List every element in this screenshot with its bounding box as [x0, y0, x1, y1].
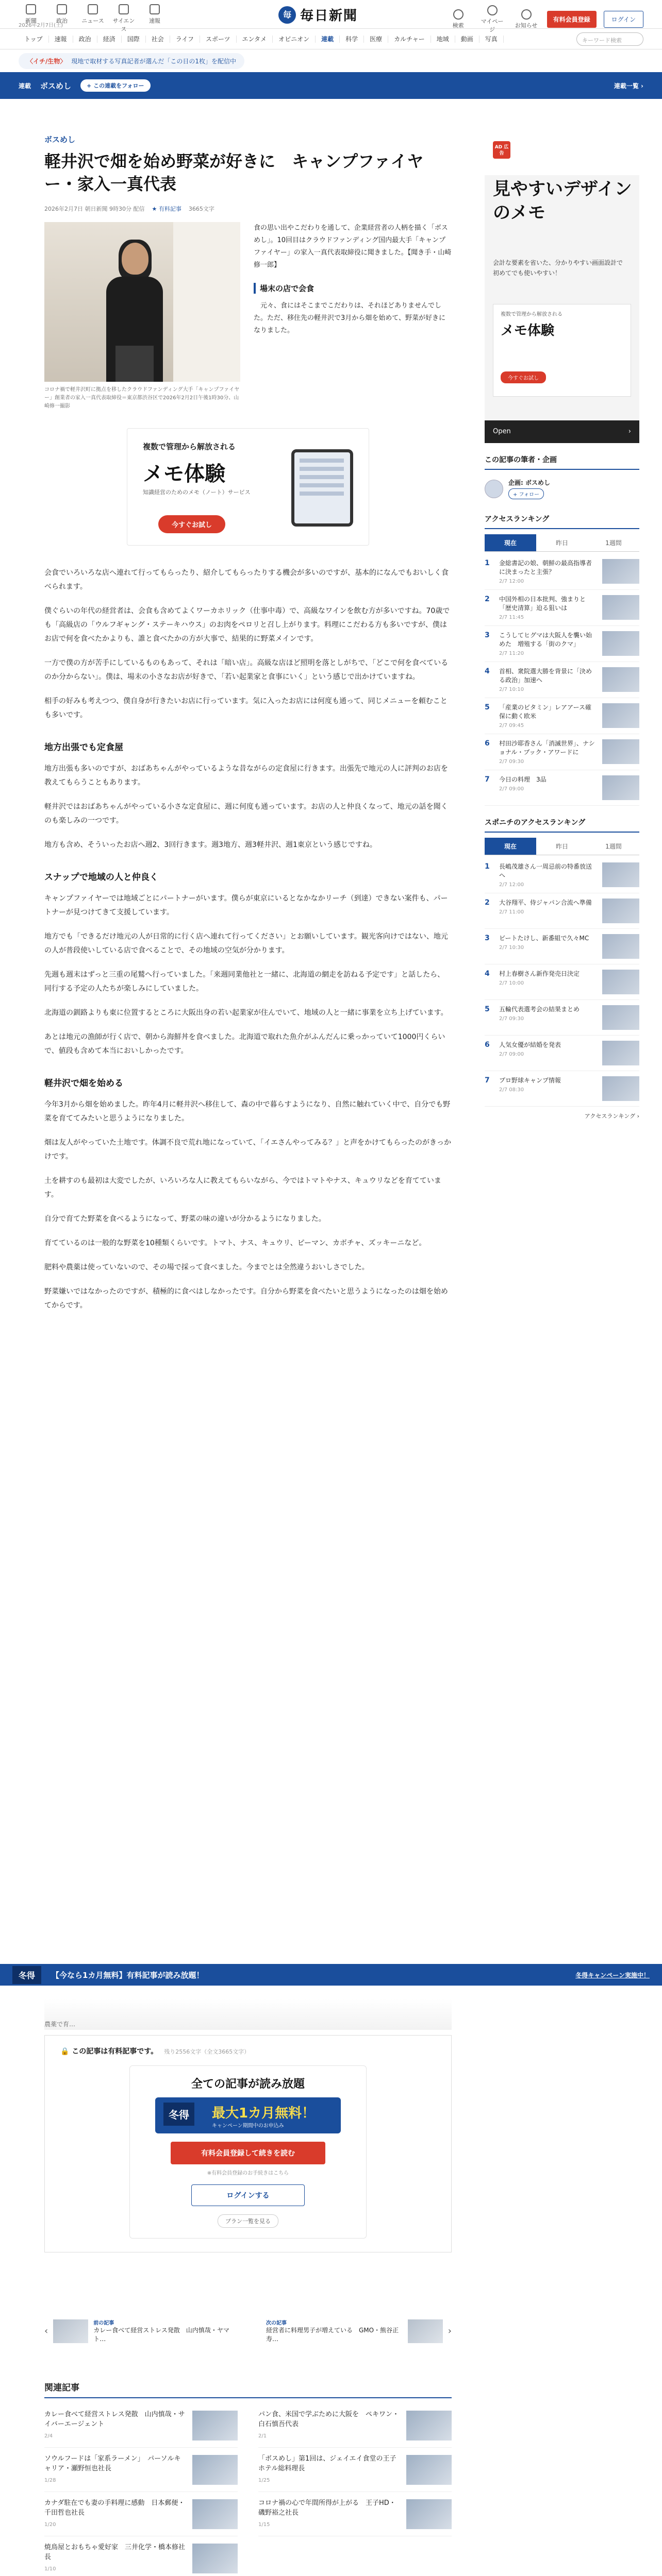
body-paragraph: 野菜嫌いではなかったのですが、積極的に食べはしなかったです。自分から野菜を食べたいと思うようになったのは畑を始めてからです。 — [44, 1287, 448, 1310]
photo-pants — [115, 346, 154, 382]
related-grid — [44, 2403, 452, 2576]
photo-column — [44, 222, 240, 411]
article-meta — [44, 205, 452, 213]
lock-icon: 🔒 — [60, 2047, 72, 2056]
photo-caption: コロナ禍で軽井沢町に拠点を移したクラウドファンディング大手「キャンプファイヤー」創業者の家入一真代表取締役＝東京都渋谷区で2026年2月2日午後1時30分、山崎修一撮影 — [44, 387, 240, 409]
news-icon — [88, 4, 98, 14]
prev-article[interactable] — [44, 2318, 230, 2344]
prev-title: カレー食べて経営ストレス発散 山内慎哉・ヤマト… — [93, 2327, 229, 2343]
related-item[interactable] — [44, 2448, 238, 2492]
search-icon — [453, 9, 464, 20]
paywall-login-button[interactable]: ログインする — [191, 2184, 305, 2206]
tab-now[interactable]: 現在 — [485, 838, 536, 855]
related-item[interactable] — [44, 2492, 238, 2536]
ranking-item[interactable] — [485, 1000, 639, 1036]
rank-number: 5 — [485, 1005, 490, 1013]
prev-label: 前の記事 — [93, 2320, 114, 2326]
rank-thumbnail — [602, 739, 639, 764]
offer-note: キャンペーン期間中のお申込み — [212, 2123, 284, 2129]
rank-number: 3 — [485, 631, 490, 639]
rank-time: 2/7 11:00 — [499, 909, 524, 915]
lead-text — [254, 222, 452, 411]
nav-item[interactable]: 科学 — [340, 36, 364, 43]
science-icon — [119, 4, 129, 14]
ranking-item[interactable] — [485, 770, 639, 806]
section-heading: 場末の店で会食 — [254, 283, 452, 294]
rank-thumbnail — [602, 970, 639, 994]
ad-image — [493, 304, 631, 397]
nav-item[interactable]: エンタメ — [237, 36, 273, 43]
char-count: 3665文字 — [188, 206, 214, 212]
section-heading-farm: 軽井沢で畑を始める — [44, 1078, 123, 1089]
tab-now[interactable]: 現在 — [485, 534, 536, 551]
paid-badge: ★ 有料記事 — [152, 206, 181, 212]
rank-number: 1 — [485, 559, 490, 567]
rank-thumbnail — [602, 559, 639, 584]
access-ranking — [485, 514, 639, 806]
nav-item-active[interactable]: 連載 — [316, 36, 340, 43]
header-date: 2026年2月7日(土) — [19, 23, 63, 28]
rank-time: 2/7 09:00 — [499, 1052, 524, 1057]
ranking-item[interactable] — [485, 554, 639, 590]
util-item-0[interactable]: 新聞 — [19, 4, 43, 33]
related-thumbnail — [406, 2499, 452, 2529]
article — [44, 134, 452, 1323]
series-list-link[interactable]: 連載一覧 › — [614, 82, 643, 90]
rank-thumbnail — [602, 595, 639, 620]
related-thumbnail — [406, 2411, 452, 2441]
related-thumbnail — [192, 2411, 238, 2441]
rank-title: 中国外相の日本批判、強まりと「歴史清算」迫る狙いは — [499, 596, 586, 612]
rank-number: 2 — [485, 595, 490, 603]
nav-item[interactable]: 経済 — [97, 36, 122, 43]
article-kicker[interactable]: ボスめし — [44, 135, 76, 144]
related-item-title: コロナ禍の心で年間所得が上がる 王子HD・磯野裕之社長 — [258, 2499, 396, 2517]
related-thumbnail — [192, 2544, 238, 2573]
nav-item[interactable]: 社会 — [146, 36, 170, 43]
nav-item[interactable]: 写真 — [479, 36, 504, 43]
rank-time: 2/7 10:00 — [499, 980, 524, 986]
paywall-fine-print: ※有料会員登録のお手続きはこちら — [207, 2171, 289, 2176]
next-article[interactable] — [266, 2318, 452, 2344]
rank-thumbnail — [602, 1076, 639, 1101]
ad-description: 知識経営のためのメモ（ノート）サービス — [143, 489, 251, 496]
paywall-offer — [155, 2097, 341, 2133]
related-thumbnail — [406, 2455, 452, 2485]
rank-time: 2/7 11:45 — [499, 615, 524, 620]
bell-icon — [521, 9, 532, 20]
ranking-item[interactable] — [485, 1071, 639, 1107]
paywall-box — [44, 2035, 452, 2252]
pickup-text: 現地で取材する写真記者が選んだ「この日の1枚」を配信中 — [71, 57, 237, 65]
politics-icon — [57, 4, 67, 14]
nav-item[interactable]: ライフ — [170, 36, 200, 43]
body-paragraph: 今年3月から畑を始めました。昨年4月に軽井沢へ移住して、森の中で暮らすようになり、自然に触れていく中で、自分でも野菜を育ててみたいと思うようになりました。 — [44, 1100, 451, 1123]
login-button[interactable]: ログイン — [604, 11, 643, 28]
body-paragraph: 相手の好みも考えつつ、僕自身が行きたいお店に行っています。気に入ったお店には何度も通って、同じメニューを頼むことも多いです。 — [44, 697, 448, 719]
rank-title: 五輪代表選考会の結果まとめ — [499, 1006, 580, 1013]
rank-thumbnail — [602, 862, 639, 887]
prev-next-nav — [44, 2318, 452, 2344]
lead-paragraph-2: 元々、食にはそこまでこだわりは、それほどありませんでした。ただ、移住先の軽井沢で3月から畑を始めて、野菜が好きになりました。 — [254, 302, 446, 334]
offer-deal: 最大1カ月無料！ — [212, 2106, 316, 2121]
rank-title: 村田沙耶香さん「消滅世界」、ナショナル・ブック・アワードに — [499, 740, 595, 756]
paywall-offer-card — [129, 2065, 367, 2239]
util-item-2[interactable]: ニュース — [80, 4, 105, 33]
author-follow-button[interactable]: + フォロー — [508, 488, 544, 499]
body-paragraph: 畑は友人がやっていた土地です。体調不良で荒れ地になっていて、「イエさんやってみる？」と声をかけてもらったのがきっかけです。 — [44, 1139, 452, 1161]
next-thumbnail — [408, 2319, 443, 2343]
campaign-banner[interactable] — [0, 1964, 662, 1986]
series-name[interactable]: ボスめし — [40, 81, 72, 91]
rank-number: 7 — [485, 1076, 490, 1084]
ranking-more-link[interactable]: アクセスランキング › — [584, 1113, 639, 1120]
nav-item[interactable]: 政治 — [73, 36, 97, 43]
body-paragraph: 先週も週末はずっと三重の尾鷲へ行っていました。「来週同業他社と一緒に、北海道の網走を訪ねる予定です」と話したら、同行する予定の人たちが楽しみにしていました。 — [44, 971, 445, 993]
rank-thumbnail — [602, 1005, 639, 1030]
newspaper-icon — [26, 4, 36, 14]
access-ranking-title: アクセスランキング — [485, 514, 639, 529]
search-input[interactable]: キーワード検索 — [576, 32, 643, 46]
utility-bar — [0, 0, 662, 33]
rank-time: 2/7 10:30 — [499, 945, 524, 951]
related-item[interactable] — [258, 2492, 452, 2536]
rank-title: 人気女優が結婚を発表 — [499, 1041, 561, 1048]
paywall-fade-text: 農薬で育… — [44, 1999, 452, 2030]
plans-link[interactable]: プラン一覧を見る — [218, 2214, 278, 2228]
section-heading-shop: 地方出張でも定食屋 — [44, 742, 123, 753]
ad-mini-button: 今すぐお試し — [501, 371, 546, 383]
offer-season: 冬得 — [163, 2103, 194, 2126]
rank-time: 2/7 11:20 — [499, 651, 524, 656]
ad-open-label: Open — [493, 428, 511, 435]
ad-mini-sub: 複数で管理から解放される — [501, 312, 562, 317]
rank-time: 2/7 12:00 — [499, 579, 524, 584]
rank-number: 2 — [485, 899, 490, 907]
ranking-item[interactable] — [485, 626, 639, 662]
rank-thumbnail — [602, 703, 639, 728]
related-item[interactable] — [258, 2403, 452, 2448]
rank-time: 2/7 09:00 — [499, 786, 524, 792]
photo-wall — [173, 222, 240, 382]
rank-number: 6 — [485, 739, 490, 748]
related-item-time: 2/1 — [258, 2433, 267, 2439]
ranking-item[interactable] — [485, 734, 639, 770]
access-ranking-tabs — [485, 534, 639, 552]
related-item-title: カナダ駐在でも妻の手料理に感動 日本郵便・千田哲也社長 — [44, 2499, 185, 2517]
ad-logo: AD 広告 — [493, 141, 510, 159]
rank-thumbnail — [602, 667, 639, 692]
body-paragraph: 地方出張も多いのですが、おばあちゃんがやっているような昔ながらの定食屋に行きます。出張先で地元の人に評判のお店を教えてもらうこともあります。 — [44, 765, 448, 787]
avatar — [485, 480, 503, 498]
logo-mark: 毎 — [278, 6, 296, 24]
related-item[interactable] — [44, 2536, 238, 2576]
sidebar-ad[interactable] — [485, 134, 639, 443]
next-label: 次の記事 — [266, 2320, 287, 2326]
rank-title: 大谷翔平、侍ジャパン合流へ準備 — [499, 899, 592, 906]
rank-time: 2/7 08:30 — [499, 1087, 524, 1093]
campaign-season: 冬得 — [12, 1966, 41, 1984]
rank-title: 村上春樹さん新作発売日決定 — [499, 970, 580, 977]
related-item-title: ソウルフードは「家系ラーメン」 パーソルキャリア・瀬野恒也社長 — [44, 2455, 181, 2472]
follow-series-button[interactable]: + この連載をフォロー — [80, 79, 151, 92]
related-thumbnail — [192, 2455, 238, 2485]
pickup-link[interactable] — [19, 53, 244, 69]
sports-ranking-tabs — [485, 838, 639, 855]
ad-cta-button[interactable]: 今すぐお試し — [158, 515, 225, 533]
tab-yesterday[interactable]: 昨日 — [555, 539, 568, 547]
body-paragraph: 僕ぐらいの年代の経営者は、会食も含めてよくワーカホリック（仕事中毒）で、高級なワインを飲む方が多いですね。70歳でも「高級店の「ウルフギャング・ステーキハウス」のお肉をペロリと召し上がります。料理にこだわる方も多いですが、僕はお店で何を食べたかよりも、誰と食べたかの方が大事で、結果的に野菜メインです。 — [44, 607, 450, 643]
lead-section — [44, 222, 452, 411]
related-title: 関連記事 — [44, 2380, 452, 2398]
chevron-right-icon: › — [448, 2326, 452, 2336]
rank-time: 2/7 09:45 — [499, 723, 524, 728]
util-item-1[interactable]: 政治 — [49, 4, 74, 33]
related-item[interactable] — [258, 2448, 452, 2492]
nav-item[interactable]: スポーツ — [200, 36, 237, 43]
utility-links — [19, 4, 167, 33]
author-box — [485, 475, 639, 502]
ranking-item[interactable] — [485, 929, 639, 964]
rank-number: 4 — [485, 970, 490, 978]
series-bar — [0, 72, 662, 99]
util-mypage[interactable]: マイページ — [479, 5, 506, 33]
related-item[interactable] — [44, 2403, 238, 2448]
related-item-title: カレー食べて経営ストレス発散 山内慎哉・サイバーエージェント — [44, 2411, 185, 2428]
logo-text: 毎日新聞 — [300, 8, 358, 24]
tab-week[interactable]: 1週間 — [605, 539, 622, 547]
ad-open-button[interactable] — [485, 420, 639, 443]
rank-title: こうしてヒグマは大阪人を襲い始めた 増殖する「街のクマ」 — [499, 632, 592, 648]
site-logo[interactable] — [278, 5, 358, 24]
rank-number: 7 — [485, 775, 490, 784]
rank-thumbnail — [602, 934, 639, 959]
related-thumbnail — [192, 2499, 238, 2529]
author-section-title: この記事の筆者・企画 — [485, 454, 639, 470]
rank-number: 1 — [485, 862, 490, 871]
ad-headline: 見やすいデザインのメモ — [493, 179, 632, 223]
pickup-tag: 〈イチ/生物〉 — [27, 57, 67, 65]
chevron-right-icon: › — [628, 428, 631, 435]
related-item-time: 1/10 — [44, 2566, 56, 2572]
related-item-time: 2/4 — [44, 2433, 53, 2439]
paywall-remaining: 残り2556文字（全文3665文字） — [164, 2048, 250, 2055]
rank-time: 2/7 10:10 — [499, 687, 524, 692]
tab-week[interactable]: 1週間 — [605, 843, 622, 850]
body-paragraph: キャンプファイヤーでは地域ごとにパートナーがいます。僕らが東京にいるとなかなかリーチ（到達）できない案件も、パートナーが見つけてきて支援しています。 — [44, 894, 448, 917]
sports-ranking — [485, 817, 639, 1125]
nav-item[interactable]: 国際 — [122, 36, 146, 43]
rank-title: 首相、衆院選大勝を背景に「決める政治」加速へ — [499, 668, 592, 684]
body-paragraph: 軽井沢ではおばあちゃんがやっている小さな定食屋に、週に何度も通っています。お店の人と仲良くなって、地元の話を聞くのも楽しみの一つです。 — [44, 803, 448, 825]
subscribe-button[interactable]: 有料会員登録して続きを読む — [171, 2142, 325, 2164]
ad-title: メモ体験 — [143, 462, 225, 486]
ad-mini-title: メモ体験 — [501, 323, 555, 338]
related-item-time: 1/15 — [258, 2522, 270, 2528]
lead-paragraph: 食の思い出やこだわりを通して、企業経営者の人柄を描く「ボスめし」。10回目はクラウドファンディング国内最大手「キャンプファイヤー」の家入一真代表取締役に聞きました。【聞き手・山崎修一郎】 — [254, 224, 452, 269]
related-item-title: 焼鳥屋とおもちゃ愛好家 三井化学・橋本修社長 — [44, 2544, 186, 2561]
related-articles — [44, 2380, 452, 2576]
user-icon — [487, 5, 498, 15]
paywall-title: 全ての記事が読み放題 — [191, 2078, 305, 2091]
rank-number: 3 — [485, 934, 490, 942]
body-paragraph: 土を耕すのも最初は大変でしたが、いろいろな人に教えてもらいながら、今ではトマトやナス、キュウリなどを育てています。 — [44, 1177, 441, 1199]
rank-thumbnail — [602, 1041, 639, 1065]
body-paragraph: あとは地元の漁師が行く店で、朝から海鮮丼を食べました。北海道で取れた魚介がふんだんに乗っかっていて1000円くらいで、値段も含めて本当においしかったです。 — [44, 1033, 445, 1055]
util-item-4[interactable]: 速報 — [142, 4, 167, 33]
ad-subtitle: 複数で管理から解放される — [143, 442, 236, 451]
body-paragraph: 北海道の釧路よりも東に位置するところに大阪出身の若い起業家が住んでいて、地域の人と一緒に事業を立ち上げています。 — [44, 1009, 448, 1017]
nav-item[interactable]: カルチャー — [388, 36, 431, 43]
ranking-item[interactable] — [485, 893, 639, 929]
related-item-title: パン食、米国で学ぶために大阪を ペキワン・白石慎吾代表 — [258, 2411, 400, 2428]
ad-description: 会計な要素を省いた、分かりやすい画面設計で初めてでも使いやすい！ — [493, 259, 623, 277]
campaign-text: 【今なら1カ月無料】有料記事が読み放題！ — [52, 1970, 204, 1980]
paywall-heading: 🔒 この記事は有料記事です。 残り2556文字（全文3665文字） — [60, 2047, 250, 2056]
rank-title: 「産業のビタミン」レアアース確保に動く欧米 — [499, 704, 592, 720]
article-photo[interactable] — [44, 222, 240, 382]
rank-title: 金総書記の娘、朝鮮の最高指導者に決まったと主張？ — [499, 560, 592, 575]
section-heading-partner: スナップで地域の人と仲良く — [44, 872, 158, 883]
rank-thumbnail — [602, 631, 639, 656]
body-paragraph: 会食でいろいろな店へ連れて行ってもらったり、紹介してもらったりする機会が多いのですが、基本的になんでもおいしく食べられます。 — [44, 569, 449, 591]
next-title: 経営者に料理男子が増えている GMO・熊谷正寿… — [266, 2327, 399, 2343]
related-item-time: 1/25 — [258, 2478, 270, 2483]
body-paragraph: 自分で育てた野菜を食べるようになって、野菜の味の違いが分かるようになりました。 — [44, 1215, 326, 1223]
rank-time: 2/7 09:30 — [499, 759, 524, 765]
author-name[interactable]: 企画: ボスめし — [508, 479, 550, 486]
ranking-item[interactable] — [485, 662, 639, 698]
body-paragraph: 地方でも「できるだけ地元の人が日常的に行く店へ連れて行ってください」とお願いしています。観光客向けではない、地元の人が普段使いしている店で食べることで、その地域の空気が分かります。 — [44, 933, 448, 955]
rank-title: 長嶋茂雄さん一周忌前の特番放送へ — [499, 863, 592, 879]
rank-time: 2/7 12:00 — [499, 882, 524, 888]
ranking-item[interactable] — [485, 698, 639, 734]
rank-thumbnail — [602, 775, 639, 800]
tab-yesterday[interactable]: 昨日 — [555, 843, 568, 850]
paywall — [44, 1999, 452, 2252]
util-notice[interactable]: お知らせ — [513, 9, 540, 29]
prev-thumbnail — [53, 2319, 88, 2343]
sports-ranking-title: スポニチのアクセスランキング — [485, 817, 639, 833]
related-item-title: 「ボスめし」第1回は、ジェイエイ食堂の王子ホテル総料理長 — [258, 2455, 396, 2472]
util-search[interactable]: 検索 — [445, 9, 472, 29]
rank-title: 今日の料理 3品 — [499, 776, 547, 783]
article-body — [44, 566, 452, 1313]
nav-item[interactable]: オピニオン — [273, 36, 316, 43]
utility-right — [445, 5, 643, 33]
article-headline: 軽井沢で畑を始め野菜が好きに キャンプファイヤー・家入一真代表 — [44, 151, 424, 194]
ranking-item[interactable] — [485, 1036, 639, 1071]
nav-item[interactable]: 動画 — [455, 36, 479, 43]
body-paragraph: 地方も含め、そういったお店へ週2、3回行きます。週3地方、週3軽井沢、週1東京という感じですね。 — [44, 841, 377, 849]
article-date: 2026年2月7日 朝日新聞 9時30分 配信 — [44, 206, 145, 212]
nav-item[interactable]: 速報 — [49, 36, 73, 43]
rank-number: 5 — [485, 703, 490, 711]
author-section — [485, 454, 639, 502]
rank-thumbnail — [602, 899, 639, 923]
body-paragraph: 一方で僕の方が苦手にしているものもあって、それは「暗い店」。高級な店ほど照明を落としがちで、「どこで何を食べているのか分からない」。僕は、場末の小さなお店が好きで、「若い起業家と食事にいく」という感じで出かけていますね。 — [44, 659, 449, 681]
ad-device-image — [291, 449, 353, 527]
ranking-item[interactable] — [485, 857, 639, 893]
rank-time: 2/7 09:30 — [499, 1016, 524, 1022]
chevron-left-icon: ‹ — [44, 2326, 48, 2336]
related-item-time: 1/20 — [44, 2522, 56, 2528]
rank-title: プロ野球キャンプ情報 — [499, 1077, 561, 1084]
flash-icon — [150, 4, 160, 14]
nav-item[interactable]: トップ — [19, 36, 49, 43]
body-paragraph: 育てているのは一般的な野菜を10種類くらいです。トマト、ナス、キュウリ、ピーマン、カボチャ、ズッキーニなど。 — [44, 1239, 426, 1247]
rank-number: 4 — [485, 667, 490, 675]
photo-head — [122, 243, 148, 275]
register-button[interactable]: 有料会員登録 — [547, 11, 597, 28]
util-item-3[interactable]: サイエンス — [111, 4, 136, 33]
rank-title: ビートたけし、新番組で久々MC — [499, 935, 589, 942]
sidebar — [485, 134, 639, 1125]
rank-number: 6 — [485, 1041, 490, 1049]
campaign-link[interactable]: 冬得キャンペーン実施中！ — [575, 1971, 650, 1979]
nav-item[interactable]: 地域 — [431, 36, 455, 43]
ranking-item[interactable] — [485, 964, 639, 1000]
inline-ad[interactable] — [127, 428, 369, 546]
related-item-time: 1/28 — [44, 2478, 56, 2483]
series-label: 連載 — [19, 82, 31, 90]
pickup-bar — [0, 49, 662, 72]
photo-person — [106, 243, 163, 382]
nav-item[interactable]: 医療 — [364, 36, 388, 43]
body-paragraph: 肥料や農薬は使っていないので、その場で採って食べました。今までとは全然違うおいしさでした。 — [44, 1263, 369, 1272]
ranking-item[interactable] — [485, 590, 639, 626]
